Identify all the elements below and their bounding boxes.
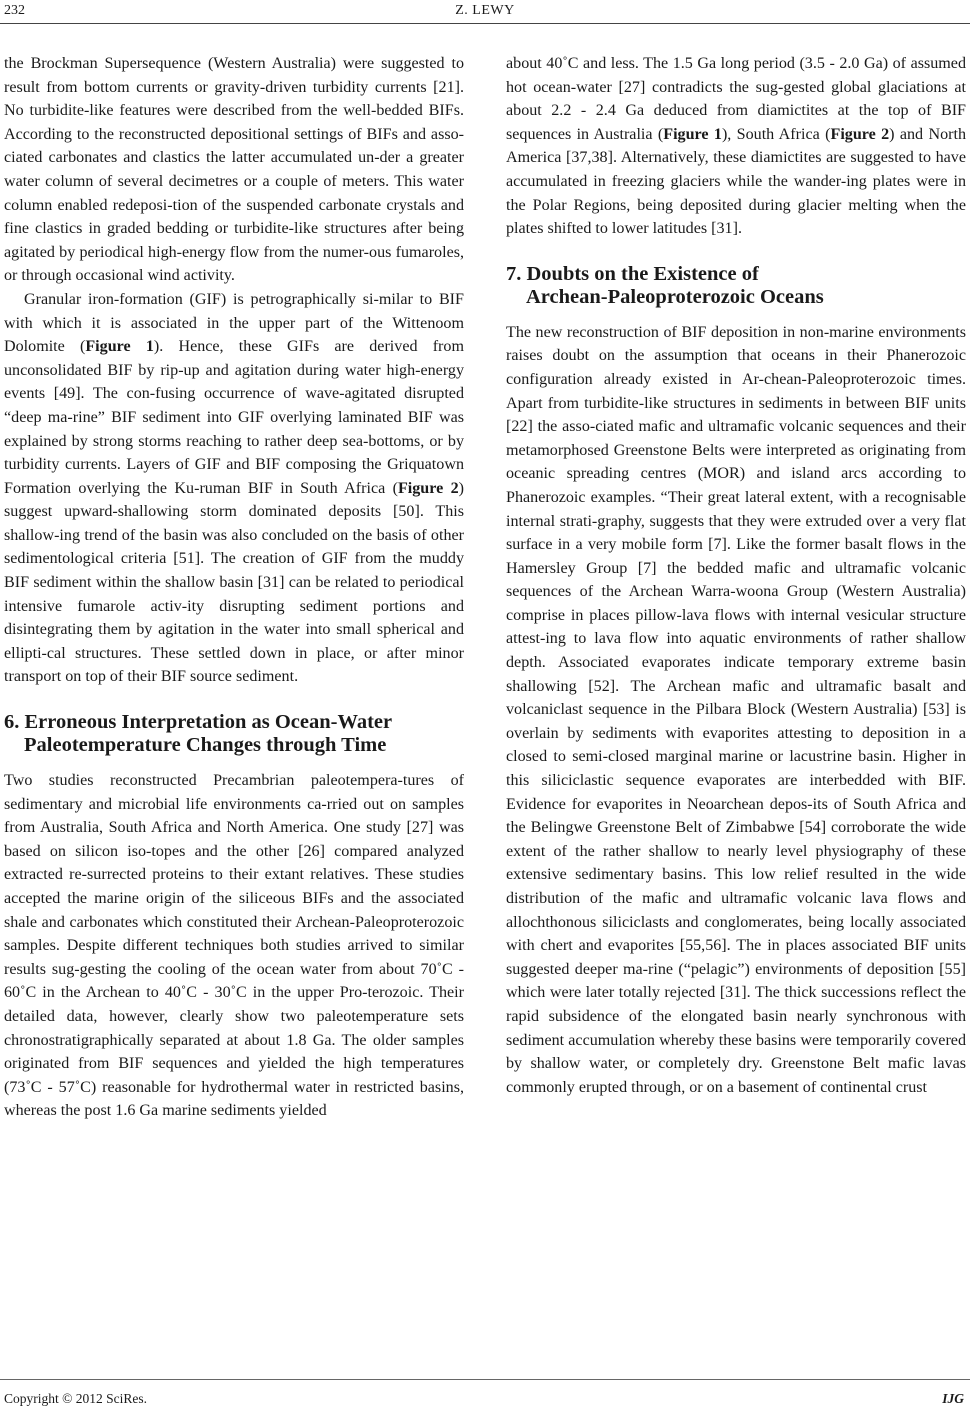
footer-rule xyxy=(0,1379,970,1380)
section-6-heading-line1: 6. Erroneous Interpretation as Ocean-Water xyxy=(4,711,393,734)
paragraph-oceans-doubt: The new reconstruction of BIF deposition in non-marine environments raises doubt on the assumption that oceans in their Phanerozoic configuration already existed in Ar-chean-Paleoproterozoic times. Apart from turbidite-like structures in sediments in between BIF units [22] the asso-ciated mafic and ultramafic volcanic sequences and their metamorphosed Greenstone Belts were interpreted as originating from oceanic spreading centres (MOR) and island arcs according to Phanerozoic examples. “Their great lateral extent, with a recognisable internal strati-graphy, suggests that they were extruded over a very flat surface in a very mobile form [7]. Like the former basalt flows in the Hamersley Group [7] the bedded mafic and ultramafic volcanic sequences of the Archean Warra-woona Group (Western Australia) comprise in places pillow-lava flows with internal vesicular structure attest-ing to lava flow into aquatic environments of rather shallow depth. Associated evaporates indicate temporary extreme basin shallowing [52]. The Archean mafic and ultramafic basalt and volcaniclast sequence in the Pilbara Block (Western Australia) [53] is overlain by sediments with evaporites attesting to deposition in a closed to semi-closed marginal marine or lacustrine basin. Higher in this siliciclastic sequence evaporates are interbedded with BIF. Evidence for evaporites in Neoarchean depos-its of South Africa and the Belingwe Greenstone Belt of Zimbabwe [54] corroborate the wide extent of the rather shallow to nearly level physiography of these extensive sedimentary basins. This low relief resulted in the wide distribution of the mafic and ultramafic volcanic lava flows and allochthonous siliciclasts and conglomerates, being locally associated with chert and evaporites [55,56]. The in places associated BIF units suggested deeper ma-rine (“pelagic”) environments of deposition [55] which were later totally rejected [31]. The thick successions reflect the rapid subsidence of the elongated basin nearly synchronous with sediment accumulation whereby these basins were temporarily covered by shallow water, or completely dry. Greenstone Belt mafic lavas commonly erupted through, or on a basement of continental crust xyxy=(506,323,966,1096)
section-7-heading-line1: 7. Doubts on the Existence of xyxy=(506,262,759,285)
paragraph-brockman: the Brockman Supersequence (Western Australia) were suggested to result from bottom currents or gravity-driven turbidity currents [21]. No turbidite-like features were described from the well-bedded BIFs. According to the reconstructed depositional settings of BIFs and asso-ciated carbonates and clastics the latter accumulated un-der a greater water column of several decimetres or a couple of meters. This water column enabled redeposi-tion of the suspended carbonate crystals and fine clastics in graded bedding or turbidite-like structures after being agitated by periodical high-energy flow from the numer-ous fumaroles, or through occasional wind activity. xyxy=(4,55,464,285)
figure-1-ref[interactable]: Figure 1 xyxy=(663,125,722,143)
section-7-heading xyxy=(506,263,966,309)
text-span: ), South Africa ( xyxy=(721,125,831,143)
running-head-author: Z. LEWY xyxy=(455,3,515,18)
text-span: about 40˚C and less. The 1.5 Ga long period (3.5 - 2.0 Ga) of assumed hot ocean-water [27] contradicts the sug-gested global glaciations at about 2.2 - 2.4 Ga deduced from diamictites at the top of BIF sequences in Australia ( xyxy=(506,55,966,143)
section-6-heading-line2: Paleotemperature Changes through Time xyxy=(24,734,387,757)
text-span: ) suggest upward-shallowing storm dominated deposits [50]. This shallow-ing trend of the basin was also concluded on the basis of other sedimentological criteria [51]. The creation of GIF from the muddy BIF sediment within the shallow basin [31] can be related to periodical intensive fumarole activ-ity disrupting sediment portions and disintegrating them by agitation in the water into small spherical and ellipti-cal structures. These settled down in place, or after minor transport on top of their BIF source sediment. xyxy=(4,479,464,686)
text-span: ). Hence, these GIFs are derived from unconsolidated BIF by rip-up and agitation during water high-energy events [49]. The con-fusing occurrence of wave-agitated disrupted “deep ma-rine” BIF sediment into GIF overlying laminated BIF was explained by strong storms reaching to rather deep sea-bottoms, or by turbidity currents. Layers of GIF and BIF composing the Griquatown Formation overlying the Ku-ruman BIF in South Africa ( xyxy=(4,338,464,497)
text-span: Granular iron-formation (GIF) is petrographically si-milar to BIF with which it is associated in the upper part of the Wittenoom Dolomite ( xyxy=(4,290,464,356)
left-column xyxy=(4,52,464,1123)
section-7-heading-line2: Archean-Paleoproterozoic Oceans xyxy=(526,285,824,308)
paragraph-paleotemperature: Two studies reconstructed Precambrian paleotempera-tures of sedimentary and microbial life environments ca-rried out on samples from Australia, South Africa and North America. One study [27] was based on silicon iso-topes and the other [26] compared analyzed extracted re-surrected proteins to their extant relatives. These studies accepted the marine origin of the siliceous BIFs and the associated shale and carbonates which constituted their Archean-Paleoproterozoic samples. Despite different techniques both studies arrived to similar results sug-gesting the cooling of the ocean water from about 70˚C - 60˚C in the Archean to 40˚C - 30˚C in the upper Pro-terozoic. Their detailed data, however, clearly show two paleotemperature sets chronostratigraphically separated at about 1.8 Ga. The older samples originated from BIF sequences and yielded the high temperatures (73˚C - 57˚C) reasonable for hydrothermal water in restricted basins, whereas the post 1.6 Ga marine sediments yielded xyxy=(4,772,464,1120)
figure-2-ref[interactable]: Figure 2 xyxy=(830,125,890,143)
journal-abbreviation: IJG xyxy=(942,1391,964,1406)
figure-1-ref[interactable]: Figure 1 xyxy=(85,338,154,356)
page-number: 232 xyxy=(4,3,25,18)
paragraph-glaciations xyxy=(506,52,966,241)
header-rule xyxy=(0,23,970,24)
page-header xyxy=(0,0,970,24)
paragraph-granular-iron-formation xyxy=(4,288,464,689)
section-6-heading xyxy=(4,711,464,757)
right-column xyxy=(506,52,966,1099)
figure-2-ref[interactable]: Figure 2 xyxy=(397,479,459,497)
copyright-notice: Copyright © 2012 SciRes. xyxy=(4,1391,148,1406)
text-span: ) and North America [37,38]. Alternatively, these diamictites are suggested to have accumulated in freezing glaciers while the wander-ing plates were in the Polar Regions, being deposited during glacier melting when the plates shifted to lower latitudes [31]. xyxy=(506,125,966,238)
